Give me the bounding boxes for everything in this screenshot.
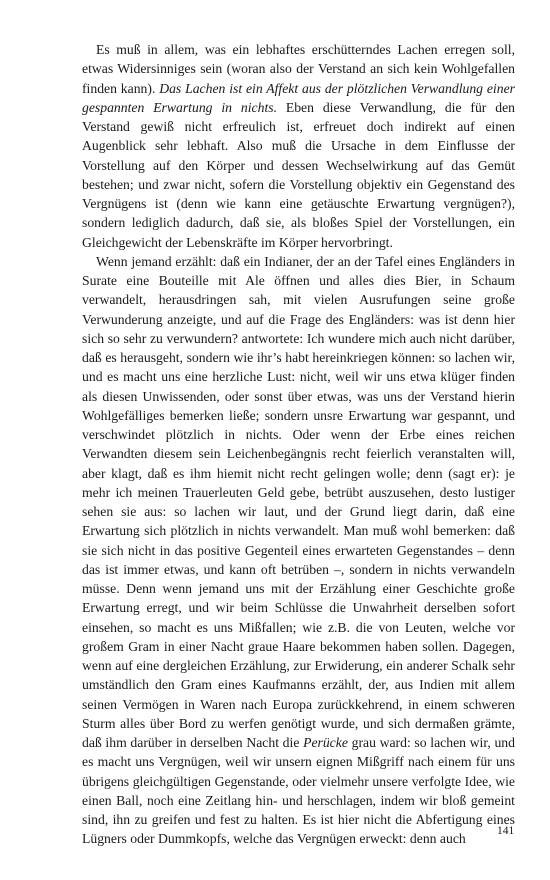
- paragraph-1: [82, 40, 515, 252]
- paragraph-1-text-2: Eben diese Verwandlung, die für den Verstand gewiß nicht erfreulich ist, erfreuet doch indirekt auf einen Augenblick sehr lebhaft. Also muß die Ursache in dem Einflusse der Vorstellung auf den Körper und dessen Wechselwirkung auf das Gemüt bestehen; und zwar nicht, sofern die Vorstellung objektiv ein Gegenstand des Vergnügens ist (denn wie kann eine getäuschte Erwartung vergnügen?), sondern lediglich dadurch, daß sie, als bloßes Spiel der Vorstellungen, ein Gleichgewicht der Lebenskräfte im Körper hervorbringt.: [82, 99, 515, 250]
- paragraph-1-text-1: Es muß in allem, was ein lebhaftes erschütterndes Lachen erregen soll, etwas Widersinniges sein (woran also der Verstand an sich kein Wohlgefallen finden kann).: [82, 42, 515, 96]
- page-number: 141: [497, 825, 515, 837]
- paragraph-2-text-2: grau ward: so lachen wir, und es macht uns Vergnügen, weil wir unsern eignen Mißgriff nach einem für uns übrigens gleichgültigen Gegenstande, oder vielmehr unsere verfolgte Idee, wie einen Ball, noch eine Zeitlang hin- und herschlagen, indem wir bloß gemeint sind, ihn zu greifen und fest zu halten. Es ist hier nicht die Abfertigung eines Lügners oder Dummkopfs, welche das Vergnügen erweckt: denn auch: [82, 735, 515, 847]
- paragraph-2-text-1: Wenn jemand erzählt: daß ein Indianer, der an der Tafel eines Engländers in Surate eine Bouteille mit Ale öffnen und alles dies Bier, in Schaum verwandelt, herausdringen sah, mit vielen Ausrufungen seine große Verwunderung anzeigte, und auf die Frage des Engländers: was ist denn hier sich so sehr zu verwundern? antwortete: Ich wundere mich auch nicht darüber, daß es herausgeht, sondern wie ihr’s habt hereinkriegen können: so lachen wir, und es macht uns eine herzliche Lust: nicht, weil wir uns etwa klüger finden als diesen Unwissenden, oder sonst über etwas, was uns der Verstand hierin Wohlgefälliges bemerken ließe; sondern unsre Erwartung war gespannt, und verschwindet plötzlich in nichts. Oder wenn der Erbe eines reichen Verwandten diesem sein Leichenbegängnis recht feierlich veranstalten will, aber klagt, daß es ihm hiemit nicht recht gelingen wolle; denn (sagt er): je mehr ich meinen Trauerleuten Geld gebe, betrübt auszusehen, desto lustiger sehen sie aus: so lachen wir laut, und der Grund liegt darin, daß eine Erwartung sich plötzlich in nichts verwandelt. Man muß wohl bemerken: daß sie sich nicht in das positive Gegenteil eines erwarteten Gegenstandes – denn das ist immer etwas, und kann oft betrüben –, sondern in nichts verwandeln müsse. Denn wenn jemand uns mit der Erzählung einer Geschichte große Erwartung erregt, und wir beim Schlüsse die Unwahrheit derselben sofort einsehen, so macht es uns Mißfallen; wie z.B. die von Leuten, welche vor großem Gram in einer Nacht graue Haare bekommen haben sollen. Dagegen, wenn auf eine dergleichen Erzählung, zur Erwiderung, ein anderer Schalk sehr umständlich den Gram eines Kaufmanns erzählt, der, aus Indien mit allem seinen Vermögen in Waren nach Europa zurückkehrend, in einem schweren Sturm alles über Bord zu werfen genötigt wurde, und sich dermaßen grämte, daß ihm darüber in derselben Nacht die: [82, 253, 515, 750]
- paragraph-2: [82, 252, 515, 849]
- body-text: [82, 40, 515, 849]
- paragraph-2-italic-word: Perücke: [303, 735, 348, 750]
- paragraph-1-italic-definition: Das Lachen ist ein Affekt aus der plötzlichen Verwandlung einer gespannten Erwartung in nichts.: [82, 80, 515, 115]
